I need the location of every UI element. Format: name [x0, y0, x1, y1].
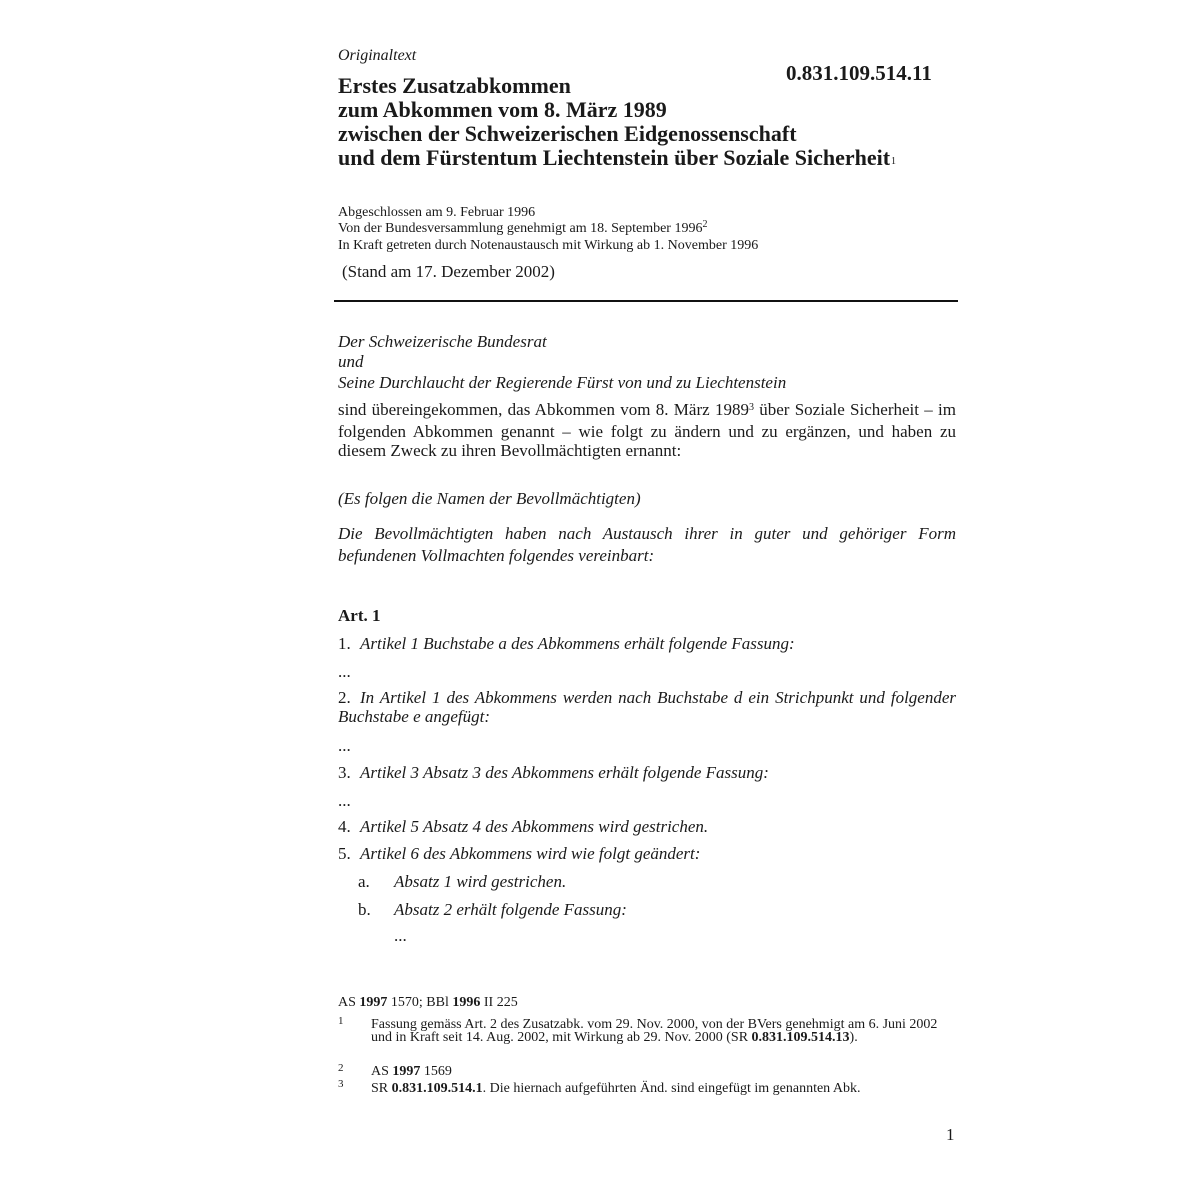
list-item-3 [338, 763, 769, 783]
sub-item-a [358, 872, 566, 892]
list-item-4-text: Artikel 5 Absatz 4 des Abkommens wird gestrichen. [360, 817, 709, 836]
source-year-1: 1997 [359, 995, 388, 1010]
list-item-1-num: 1. [338, 634, 351, 653]
concluded-date: Abgeschlossen am 9. Februar 1996 [338, 205, 536, 220]
footnote-1-text [371, 1018, 956, 1044]
source-year-2: 1996 [452, 995, 481, 1010]
footnote-3-prefix: SR [371, 1081, 392, 1096]
title-line-3: zwischen der Schweizerischen Eidgenossenschaft [338, 121, 797, 146]
agreement-text-1: sind übereingekommen, das Abkommen vom 8. März 1989 [338, 400, 749, 419]
footnote-2-number: 2 [338, 1062, 344, 1074]
source-prefix: AS [338, 995, 360, 1010]
sub-item-a-letter: a. [358, 872, 370, 891]
footnote-ref-2[interactable]: 2 [702, 219, 708, 230]
page-number: 1 [946, 1125, 955, 1144]
article-1-title: Art. 1 [338, 606, 381, 625]
footnote-1-end: ). [849, 1030, 858, 1045]
footnote-3-number: 3 [338, 1078, 344, 1090]
list-item-1 [338, 634, 795, 654]
agreement-text-2: über Soziale Sicherheit – im folgenden Abkommen genannt – wie folgt zu ändern und zu ergänzen, und haben zu diesem Zweck zu ihren Bevollmächtigten ernannt: [338, 400, 956, 460]
footnote-3-sr-link[interactable]: 0.831.109.514.1 [391, 1081, 483, 1096]
party-1: Der Schweizerische Bundesrat [338, 332, 547, 351]
list-item-5 [338, 844, 700, 864]
source-mid: 1570; BBl [387, 995, 453, 1010]
list-item-4-num: 4. [338, 817, 351, 836]
source-reference [338, 995, 518, 1011]
sub-item-b [358, 900, 627, 920]
footnote-3-text [371, 1081, 861, 1097]
list-item-2-num: 2. [338, 688, 351, 707]
footnote-2-year: 1997 [392, 1064, 421, 1079]
footnote-2-text [371, 1064, 452, 1080]
approved-text: Von der Bundesversammlung genehmigt am 18. September 1996 [338, 221, 703, 236]
footnote-1-body: Fassung gemäss Art. 2 des Zusatzabk. vom 29. Nov. 2000, von der BVers genehmigt am 6. Juni 2002 und in Kraft seit 14. Aug. 2002, mit Wirkung ab 29. Nov. 2000 (SR [371, 1017, 938, 1045]
list-item-1-text: Artikel 1 Buchstabe a des Abkommens erhält folgende Fassung: [360, 634, 795, 653]
approved-date [338, 221, 707, 237]
list-item-4 [338, 817, 708, 837]
footnote-1-sr-link[interactable]: 0.831.109.514.13 [751, 1030, 850, 1045]
ellipsis-2: ... [338, 736, 351, 755]
agreement-paragraph [338, 400, 956, 460]
list-item-2 [338, 688, 956, 726]
sub-item-a-text: Absatz 1 wird gestrichen. [394, 872, 567, 891]
list-item-5-text: Artikel 6 des Abkommens wird wie folgt geändert: [360, 844, 701, 863]
footnote-2-suffix: 1569 [420, 1064, 452, 1079]
plenipotentiaries-note: (Es folgen die Namen der Bevollmächtigten) [338, 489, 641, 508]
footnote-3-suffix: . Die hiernach aufgeführten Änd. sind eingefügt im genannten Abk. [482, 1081, 861, 1096]
ellipsis-4: ... [394, 926, 407, 945]
party-and: und [338, 352, 364, 371]
party-2: Seine Durchlaucht der Regierende Fürst von und zu Liechtenstein [338, 373, 787, 392]
list-item-3-text: Artikel 3 Absatz 3 des Abkommens erhält folgende Fassung: [360, 763, 769, 782]
footnote-1-number: 1 [338, 1015, 344, 1027]
in-force-date: In Kraft getreten durch Notenaustausch mit Wirkung ab 1. November 1996 [338, 238, 759, 253]
origin-label: Originaltext [338, 47, 417, 64]
title-line-1: Erstes Zusatzabkommen [338, 73, 571, 98]
status-date: (Stand am 17. Dezember 2002) [342, 262, 555, 281]
sub-item-b-text: Absatz 2 erhält folgende Fassung: [394, 900, 627, 919]
agreed-paragraph: Die Bevollmächtigten haben nach Austausch ihrer in guter und gehöriger Form befundenen Vollmachten folgendes vereinbart: [338, 524, 956, 565]
header-divider [334, 300, 958, 302]
title-line-2: zum Abkommen vom 8. März 1989 [338, 97, 667, 122]
sub-item-b-letter: b. [358, 900, 371, 919]
title-line-4 [338, 146, 896, 175]
title-line-4-text: und dem Fürstentum Liechtenstein über Soziale Sicherheit [338, 145, 891, 170]
list-item-5-num: 5. [338, 844, 351, 863]
sr-number: 0.831.109.514.11 [786, 61, 932, 85]
list-item-3-num: 3. [338, 763, 351, 782]
ellipsis-3: ... [338, 791, 351, 810]
footnote-ref-3[interactable]: 3 [748, 402, 754, 413]
footnote-2-prefix: AS [371, 1064, 393, 1079]
list-item-2-text: In Artikel 1 des Abkommens werden nach Buchstabe d ein Strichpunkt und folgender Buchstabe e angefügt: [338, 688, 956, 726]
ellipsis-1: ... [338, 662, 351, 681]
footnote-ref-1[interactable]: 1 [891, 156, 897, 167]
source-suffix: II 225 [480, 995, 518, 1010]
